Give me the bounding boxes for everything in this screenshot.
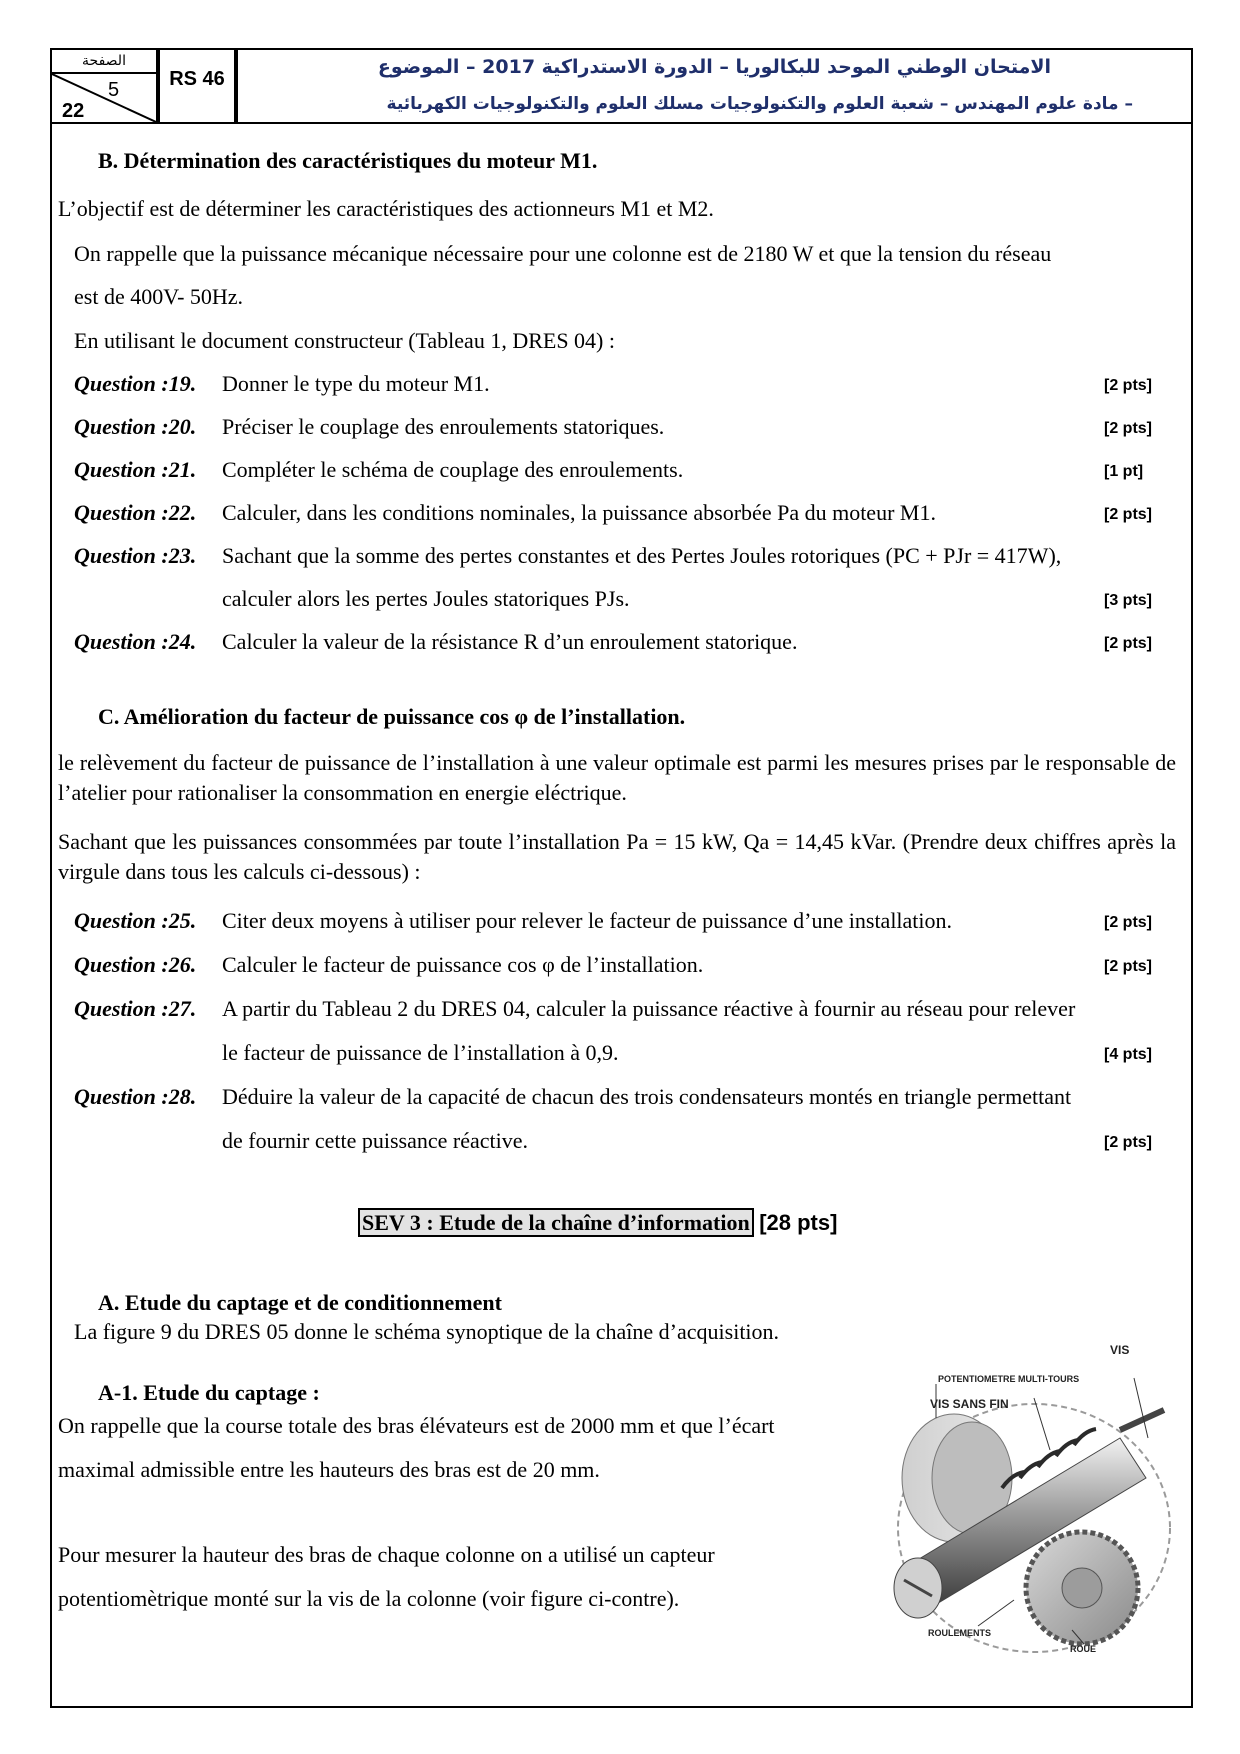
question-text: Calculer, dans les conditions nominales, la puissance absorbée Pa du moteur M1. bbox=[222, 500, 936, 525]
question-label: Question :22. bbox=[74, 500, 197, 525]
exam-code: RS 46 bbox=[158, 48, 236, 124]
section-c-heading: C. Amélioration du facteur de puissance cos φ de l’installation. bbox=[98, 704, 686, 729]
section-b-objective: L’objectif est de déterminer les caractéristiques des actionneurs M1 et M2. bbox=[58, 196, 714, 221]
label-roulements: ROULEMENTS bbox=[928, 1628, 991, 1638]
section-b-heading: B. Détermination des caractéristiques du moteur M1. bbox=[98, 148, 598, 173]
question-text: Calculer le facteur de puissance cos φ de l’installation. bbox=[222, 952, 704, 977]
question-text: Donner le type du moteur M1. bbox=[222, 371, 490, 396]
question-text-continued: le facteur de puissance de l’installation à 0,9. bbox=[222, 1040, 619, 1065]
question-text: Calculer la valeur de la résistance R d’un enroulement statorique. bbox=[222, 629, 798, 654]
section-a-intro: La figure 9 du DRES 05 donne le schéma synoptique de la chaîne d’acquisition. bbox=[74, 1319, 780, 1344]
question-text: Citer deux moyens à utiliser pour relever le facteur de puissance d’une installation. bbox=[222, 908, 953, 933]
section-b-recall-line2: est de 400V- 50Hz. bbox=[74, 284, 244, 309]
section-b-recall-line1: On rappelle que la puissance mécanique nécessaire pour une colonne est de 2180 W et que la tension du réseau bbox=[74, 241, 1052, 266]
label-vis: VIS bbox=[1110, 1343, 1130, 1357]
question-text-continued: de fournir cette puissance réactive. bbox=[222, 1128, 529, 1153]
section-a1-heading: A-1. Etude du captage : bbox=[98, 1380, 320, 1405]
question-label: Question :24. bbox=[74, 629, 197, 654]
section-a1-recall-line2: maximal admissible entre les hauteurs des bras est de 20 mm. bbox=[58, 1457, 600, 1482]
question-points: [2 pts] bbox=[1104, 506, 1152, 523]
question-text: Sachant que la somme des pertes constantes et des Pertes Joules rotoriques (PC + PJr = 417W), bbox=[222, 543, 1062, 568]
label-vis-sans-fin: VIS SANS FIN bbox=[930, 1397, 1009, 1411]
section-c-para1: le relèvement du facteur de puissance de l’installation à une valeur optimale est parmi les mesures prises par le responsable de l’atelier pour rationaliser la consommation en energie eléctrique. bbox=[58, 750, 1176, 805]
question-label: Question :21. bbox=[74, 457, 197, 482]
sev3-heading bbox=[358, 1209, 837, 1237]
label-potentiometre: POTENTIOMETRE MULTI-TOURS bbox=[938, 1374, 1080, 1384]
question-text: Déduire la valeur de la capacité de chacun des trois condensateurs montés en triangle permettant bbox=[222, 1084, 1072, 1109]
question-points: [2 pts] bbox=[1104, 1134, 1152, 1151]
question-points: [2 pts] bbox=[1104, 420, 1152, 437]
question-text: Compléter le schéma de couplage des enroulements. bbox=[222, 457, 684, 482]
label-roue: ROUE bbox=[1070, 1644, 1097, 1654]
page-number: 5 bbox=[108, 79, 120, 101]
question-label: Question :20. bbox=[74, 414, 197, 439]
section-c-para2: Sachant que les puissances consommées par toute l’installation Pa = 15 kW, Qa = 14,45 kVar. (Prendre deux chiffres après la virgule dans tous les calculs ci-dessous) : bbox=[58, 829, 1176, 884]
section-b-using: En utilisant le document constructeur (Tableau 1, DRES 04) : bbox=[74, 328, 615, 353]
section-a1-recall-line1: On rappelle que la course totale des bras élévateurs est de 2000 mm et que l’écart bbox=[58, 1413, 775, 1438]
exam-title-line2: – مادة علوم المهندس – شعبة العلوم والتكنولوجيات مسلك العلوم والتكنولوجيات الكهربائية bbox=[386, 94, 1133, 114]
worm-gear-potentiometer-figure bbox=[884, 1338, 1180, 1660]
page-label: الصفحة bbox=[52, 50, 156, 74]
sev3-title: SEV 3 : Etude de la chaîne d’information bbox=[358, 1208, 754, 1237]
question-points: [3 pts] bbox=[1104, 592, 1152, 609]
question-label: Question :23. bbox=[74, 543, 197, 568]
question-text: A partir du Tableau 2 du DRES 04, calculer la puissance réactive à fournir au réseau pour relever bbox=[222, 996, 1076, 1021]
question-label: Question :28. bbox=[74, 1084, 197, 1109]
question-label: Question :25. bbox=[74, 908, 197, 933]
question-points: [2 pts] bbox=[1104, 377, 1152, 394]
page-total: 22 bbox=[62, 100, 85, 122]
section-a-heading: A. Etude du captage et de conditionnement bbox=[98, 1290, 502, 1315]
question-points: [2 pts] bbox=[1104, 914, 1152, 931]
worm-gear-illustration bbox=[884, 1338, 1180, 1660]
question-points: [1 pt] bbox=[1104, 463, 1144, 480]
sev3-points: [28 pts] bbox=[759, 1210, 838, 1235]
question-points: [4 pts] bbox=[1104, 1046, 1152, 1063]
question-label: Question :19. bbox=[74, 371, 197, 396]
section-a1-measure-line1: Pour mesurer la hauteur des bras de chaque colonne on a utilisé un capteur bbox=[58, 1542, 715, 1567]
question-label: Question :27. bbox=[74, 996, 197, 1021]
question-points: [2 pts] bbox=[1104, 958, 1152, 975]
question-label: Question :26. bbox=[74, 952, 197, 977]
question-points: [2 pts] bbox=[1104, 635, 1152, 652]
question-text-continued: calculer alors les pertes Joules statoriques PJs. bbox=[222, 586, 630, 611]
question-text: Préciser le couplage des enroulements statoriques. bbox=[222, 414, 665, 439]
exam-title-line1: الامتحان الوطني الموحد للبكالوريا – الدورة الاستدراكية 2017 – الموضوع bbox=[377, 56, 1051, 78]
section-a1-measure-line2: potentiomètrique monté sur la vis de la colonne (voir figure ci-contre). bbox=[58, 1586, 680, 1611]
